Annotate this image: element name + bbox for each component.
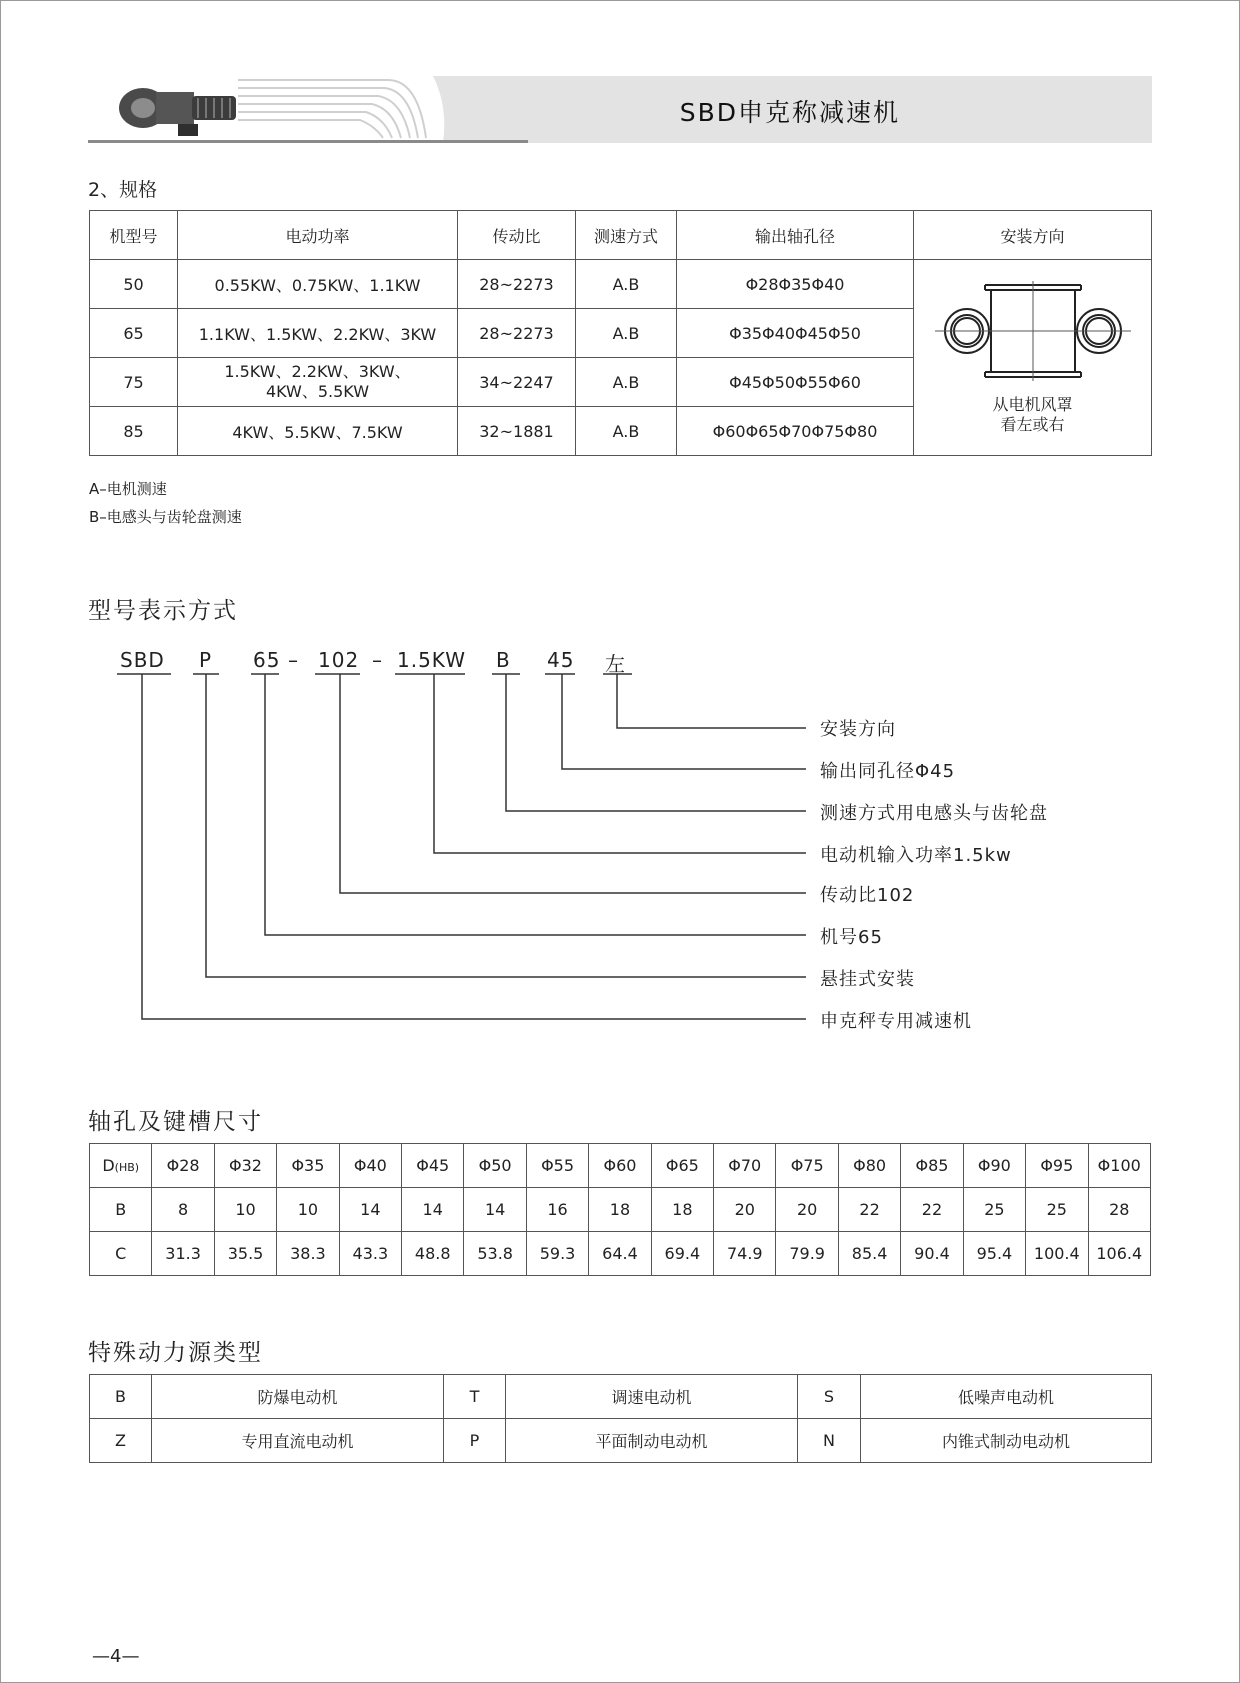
cell-b: 14 — [339, 1188, 401, 1232]
gear-motor-photo — [88, 76, 528, 143]
code-power: 1.5KW — [397, 648, 466, 672]
table-row — [90, 1419, 1152, 1463]
cell-b: 10 — [214, 1188, 276, 1232]
cell-b: 22 — [901, 1188, 963, 1232]
cell-c: 85.4 — [838, 1232, 900, 1276]
cell-ratio: 34~2247 — [458, 358, 576, 407]
cell-d: Φ28 — [152, 1144, 214, 1188]
cell-b: 25 — [1026, 1188, 1088, 1232]
row-label-b: B — [90, 1188, 152, 1232]
row-label-d: D(HB) — [90, 1144, 152, 1188]
cell-d: Φ90 — [963, 1144, 1025, 1188]
table-row — [90, 1375, 1152, 1419]
cell-name: 内锥式制动电动机 — [861, 1419, 1152, 1463]
desc-direction: 安装方向 — [820, 719, 896, 740]
code-speed: B — [496, 648, 511, 672]
cell-name: 平面制动电动机 — [506, 1419, 798, 1463]
cell-c: 106.4 — [1088, 1232, 1151, 1276]
cell-name: 低噪声电动机 — [861, 1375, 1152, 1419]
col-speed-method: 测速方式 — [576, 211, 677, 260]
mount-direction-diagram — [933, 281, 1133, 391]
keyway-d-row — [90, 1144, 1151, 1188]
cell-b: 22 — [838, 1188, 900, 1232]
cell-c: 90.4 — [901, 1232, 963, 1276]
code-bore: 45 — [547, 648, 575, 672]
cell-model: 85 — [90, 407, 178, 456]
cell-power: 0.55KW、0.75KW、1.1KW — [178, 260, 458, 309]
cell-d: Φ85 — [901, 1144, 963, 1188]
cell-c: 74.9 — [714, 1232, 776, 1276]
cell-d: Φ50 — [464, 1144, 526, 1188]
cell-d: Φ45 — [402, 1144, 464, 1188]
mount-caption: 从电机风罩 看左或右 — [992, 394, 1073, 434]
cell-c: 64.4 — [589, 1232, 651, 1276]
cell-speed: A.B — [576, 358, 677, 407]
cell-model: 65 — [90, 309, 178, 358]
cell-model: 75 — [90, 358, 178, 407]
cell-c: 53.8 — [464, 1232, 526, 1276]
cell-b: 16 — [526, 1188, 588, 1232]
cell-b: 25 — [963, 1188, 1025, 1232]
model-code-heading: 型号表示方式 — [88, 598, 238, 624]
cell-speed: A.B — [576, 407, 677, 456]
code-size: 65 — [253, 648, 281, 672]
desc-ratio: 传动比102 — [820, 885, 915, 906]
cell-power: 1.5KW、2.2KW、3KW、 4KW、5.5KW — [178, 358, 458, 407]
cell-d: Φ65 — [651, 1144, 713, 1188]
cell-power: 1.1KW、1.5KW、2.2KW、3KW — [178, 309, 458, 358]
cell-name: 调速电动机 — [506, 1375, 798, 1419]
cell-b: 20 — [714, 1188, 776, 1232]
keyway-b-row — [90, 1188, 1151, 1232]
cell-bore: Φ28Φ35Φ40 — [677, 260, 914, 309]
desc-power: 电动机输入功率1.5kw — [820, 845, 1012, 866]
cell-code: T — [444, 1375, 506, 1419]
cell-b: 8 — [152, 1188, 214, 1232]
spec-table — [89, 210, 1152, 456]
cell-b: 28 — [1088, 1188, 1151, 1232]
keyway-table — [89, 1143, 1151, 1276]
cell-c: 79.9 — [776, 1232, 838, 1276]
cell-d: Φ35 — [277, 1144, 339, 1188]
cell-d: Φ75 — [776, 1144, 838, 1188]
cell-code: S — [798, 1375, 861, 1419]
note-b: B–电感头与齿轮盘测速 — [89, 508, 242, 526]
cell-c: 69.4 — [651, 1232, 713, 1276]
mount-diagram-cell — [914, 260, 1152, 456]
cell-c: 43.3 — [339, 1232, 401, 1276]
cell-ratio: 28~2273 — [458, 260, 576, 309]
code-mount: P — [199, 648, 213, 672]
cell-b: 20 — [776, 1188, 838, 1232]
page-title: SBD申克称减速机 — [679, 98, 900, 127]
cell-d: Φ100 — [1088, 1144, 1151, 1188]
cell-b: 14 — [402, 1188, 464, 1232]
cell-ratio: 32~1881 — [458, 407, 576, 456]
cell-c: 59.3 — [526, 1232, 588, 1276]
table-row — [90, 260, 1152, 309]
cell-b: 14 — [464, 1188, 526, 1232]
spec-heading: 2、规格 — [88, 179, 158, 201]
cell-d: Φ55 — [526, 1144, 588, 1188]
cell-c: 95.4 — [963, 1232, 1025, 1276]
code-dash-1: – — [288, 648, 299, 672]
cell-d: Φ70 — [714, 1144, 776, 1188]
cell-bore: Φ35Φ40Φ45Φ50 — [677, 309, 914, 358]
keyway-heading: 轴孔及键槽尺寸 — [88, 1109, 263, 1135]
note-a: A–电机测速 — [89, 480, 167, 498]
cell-b: 18 — [589, 1188, 651, 1232]
cell-code: N — [798, 1419, 861, 1463]
cell-d: Φ80 — [838, 1144, 900, 1188]
cell-d: Φ60 — [589, 1144, 651, 1188]
desc-speed: 测速方式用电感头与齿轮盘 — [820, 803, 1048, 824]
cell-bore: Φ45Φ50Φ55Φ60 — [677, 358, 914, 407]
cell-b: 10 — [277, 1188, 339, 1232]
cell-c: 48.8 — [402, 1232, 464, 1276]
cell-c: 100.4 — [1026, 1232, 1088, 1276]
header-banner — [88, 76, 1152, 143]
desc-size: 机号65 — [820, 927, 883, 948]
cell-bore: Φ60Φ65Φ70Φ75Φ80 — [677, 407, 914, 456]
col-ratio: 传动比 — [458, 211, 576, 260]
power-source-table — [89, 1374, 1152, 1463]
cell-c: 35.5 — [214, 1232, 276, 1276]
page-number: —4— — [92, 1646, 140, 1667]
desc-mount: 悬挂式安装 — [820, 969, 915, 990]
cell-c: 31.3 — [152, 1232, 214, 1276]
col-model: 机型号 — [90, 211, 178, 260]
col-power: 电动功率 — [178, 211, 458, 260]
cell-power: 4KW、5.5KW、7.5KW — [178, 407, 458, 456]
code-direction: 左 — [605, 652, 626, 676]
cell-c: 38.3 — [277, 1232, 339, 1276]
desc-bore: 输出同孔径Φ45 — [820, 761, 956, 782]
cell-code: B — [90, 1375, 152, 1419]
cell-ratio: 28~2273 — [458, 309, 576, 358]
cell-code: Z — [90, 1419, 152, 1463]
col-mount: 安装方向 — [914, 211, 1152, 260]
code-sbd: SBD — [120, 648, 165, 672]
cell-code: P — [444, 1419, 506, 1463]
code-dash-2: – — [372, 648, 383, 672]
cell-name: 专用直流电动机 — [152, 1419, 444, 1463]
power-source-heading: 特殊动力源类型 — [88, 1340, 263, 1366]
cell-name: 防爆电动机 — [152, 1375, 444, 1419]
row-label-c: C — [90, 1232, 152, 1276]
code-ratio: 102 — [318, 648, 360, 672]
cell-speed: A.B — [576, 260, 677, 309]
cell-model: 50 — [90, 260, 178, 309]
cell-b: 18 — [651, 1188, 713, 1232]
spec-header-row — [90, 211, 1152, 260]
keyway-c-row — [90, 1232, 1151, 1276]
cell-d: Φ40 — [339, 1144, 401, 1188]
cell-speed: A.B — [576, 309, 677, 358]
cell-d: Φ32 — [214, 1144, 276, 1188]
col-bore: 输出轴孔径 — [677, 211, 914, 260]
cell-d: Φ95 — [1026, 1144, 1088, 1188]
desc-sbd: 申克秤专用减速机 — [820, 1011, 972, 1032]
